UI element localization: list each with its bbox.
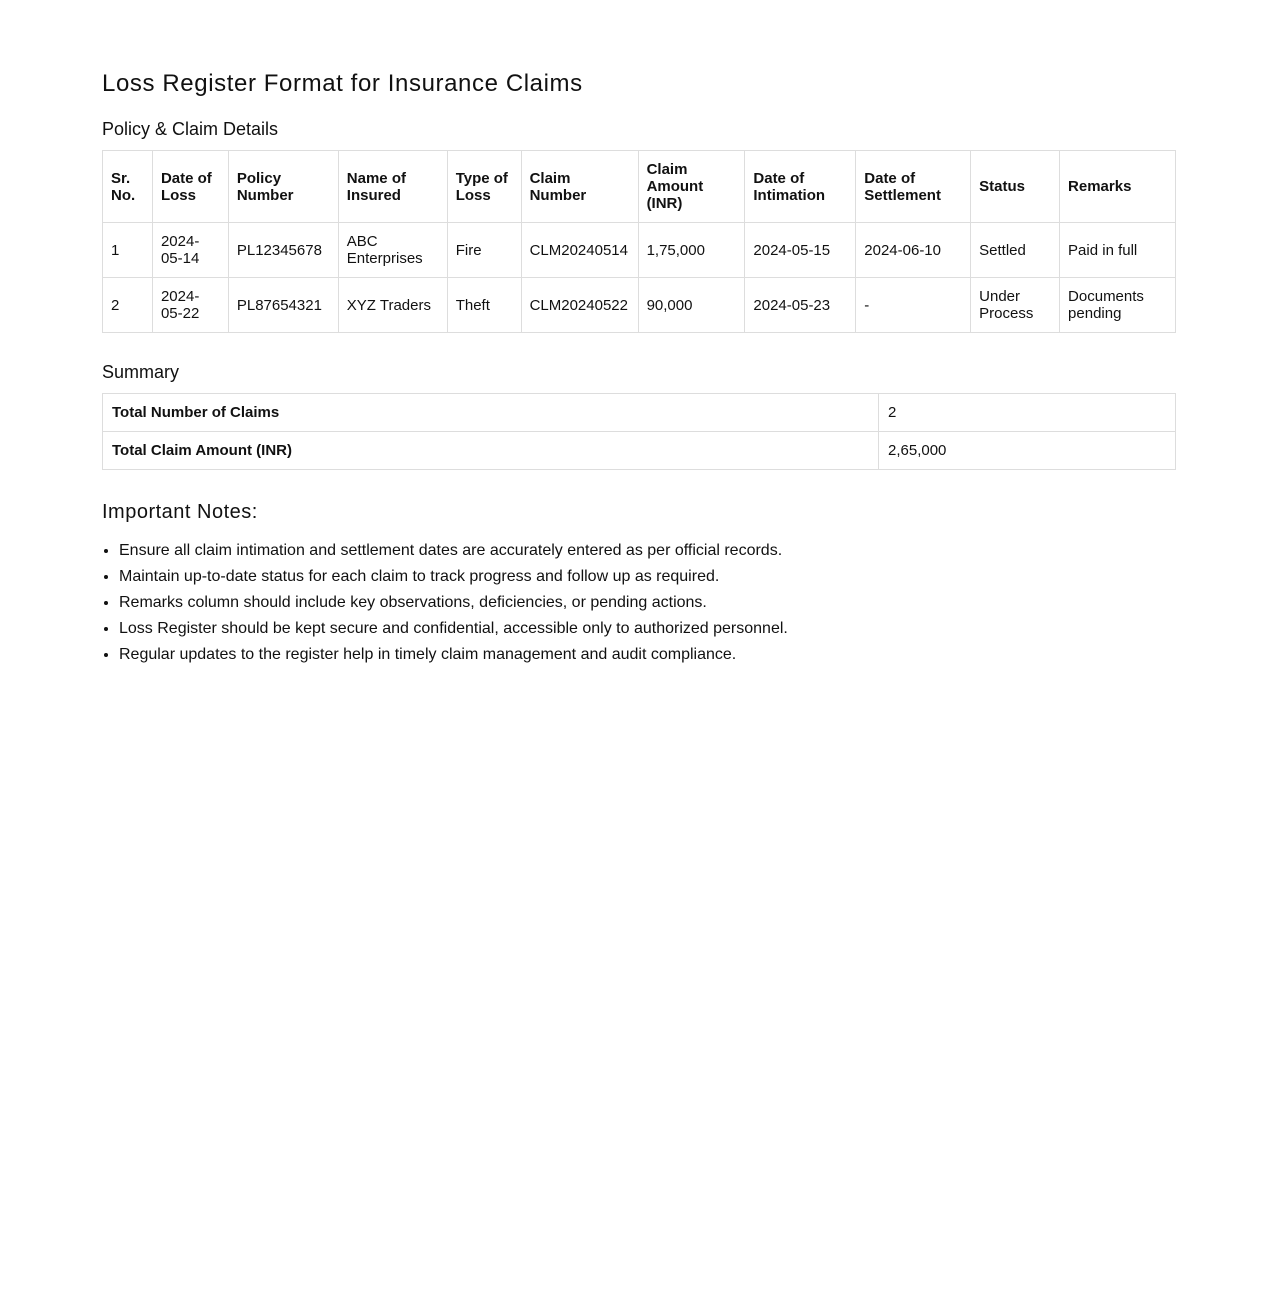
summary-table [102, 393, 1176, 470]
summary-value: 2,65,000 [879, 432, 1176, 470]
cell-status: Settled [971, 223, 1060, 278]
column-header-policy-number: Policy Number [228, 151, 338, 223]
cell-name-of-insured: XYZ Traders [338, 278, 447, 333]
table-row [103, 278, 1176, 333]
summary-label: Total Number of Claims [103, 394, 879, 432]
column-header-date-of-settlement: Date of Settlement [856, 151, 971, 223]
list-item: • Remarks column should include key observations, deficiencies, or pending actions. [119, 590, 1176, 616]
summary-value: 2 [879, 394, 1176, 432]
cell-date-of-loss: 2024-05-22 [152, 278, 228, 333]
column-header-remarks: Remarks [1060, 151, 1176, 223]
claims-section-title: Policy & Claim Details [102, 119, 279, 139]
list-item: • Regular updates to the register help in timely claim management and audit compliance. [119, 642, 1176, 668]
table-row [103, 223, 1176, 278]
column-header-status: Status [971, 151, 1060, 223]
summary-section-title: Summary [102, 362, 180, 382]
cell-claim-amount: 1,75,000 [638, 223, 745, 278]
notes-list [102, 538, 1176, 668]
cell-policy-number: PL87654321 [228, 278, 338, 333]
claims-table [102, 150, 1176, 333]
cell-claim-number: CLM20240514 [521, 223, 638, 278]
cell-date-of-intimation: 2024-05-15 [745, 223, 856, 278]
cell-date-of-intimation: 2024-05-23 [745, 278, 856, 333]
notes-section-title: Important Notes: [102, 501, 258, 523]
cell-policy-number: PL12345678 [228, 223, 338, 278]
column-header-type-of-loss: Type of Loss [447, 151, 521, 223]
cell-remarks: Paid in full [1060, 223, 1176, 278]
cell-sr-no: 1 [103, 223, 153, 278]
claims-header-row [103, 151, 1176, 223]
cell-date-of-loss: 2024-05-14 [152, 223, 228, 278]
cell-name-of-insured: ABC Enterprises [338, 223, 447, 278]
cell-type-of-loss: Theft [447, 278, 521, 333]
column-header-date-of-intimation: Date of Intimation [745, 151, 856, 223]
column-header-claim-number: Claim Number [521, 151, 638, 223]
cell-date-of-settlement: - [856, 278, 971, 333]
cell-remarks: Documents pending [1060, 278, 1176, 333]
column-header-date-of-loss: Date of Loss [152, 151, 228, 223]
document-title: Loss Register Format for Insurance Claims [102, 70, 583, 97]
list-item: • Loss Register should be kept secure and confidential, accessible only to authorized personnel. [119, 616, 1176, 642]
cell-claim-amount: 90,000 [638, 278, 745, 333]
column-header-sr-no: Sr. No. [103, 151, 153, 223]
cell-sr-no: 2 [103, 278, 153, 333]
cell-type-of-loss: Fire [447, 223, 521, 278]
summary-row-total-amount [103, 432, 1176, 470]
list-item: • Ensure all claim intimation and settlement dates are accurately entered as per official records. [119, 538, 1176, 564]
cell-claim-number: CLM20240522 [521, 278, 638, 333]
summary-row-total-claims [103, 394, 1176, 432]
cell-date-of-settlement: 2024-06-10 [856, 223, 971, 278]
column-header-name-of-insured: Name of Insured [338, 151, 447, 223]
list-item: • Maintain up-to-date status for each claim to track progress and follow up as required. [119, 564, 1176, 590]
column-header-claim-amount: Claim Amount (INR) [638, 151, 745, 223]
summary-label: Total Claim Amount (INR) [103, 432, 879, 470]
cell-status: Under Process [971, 278, 1060, 333]
